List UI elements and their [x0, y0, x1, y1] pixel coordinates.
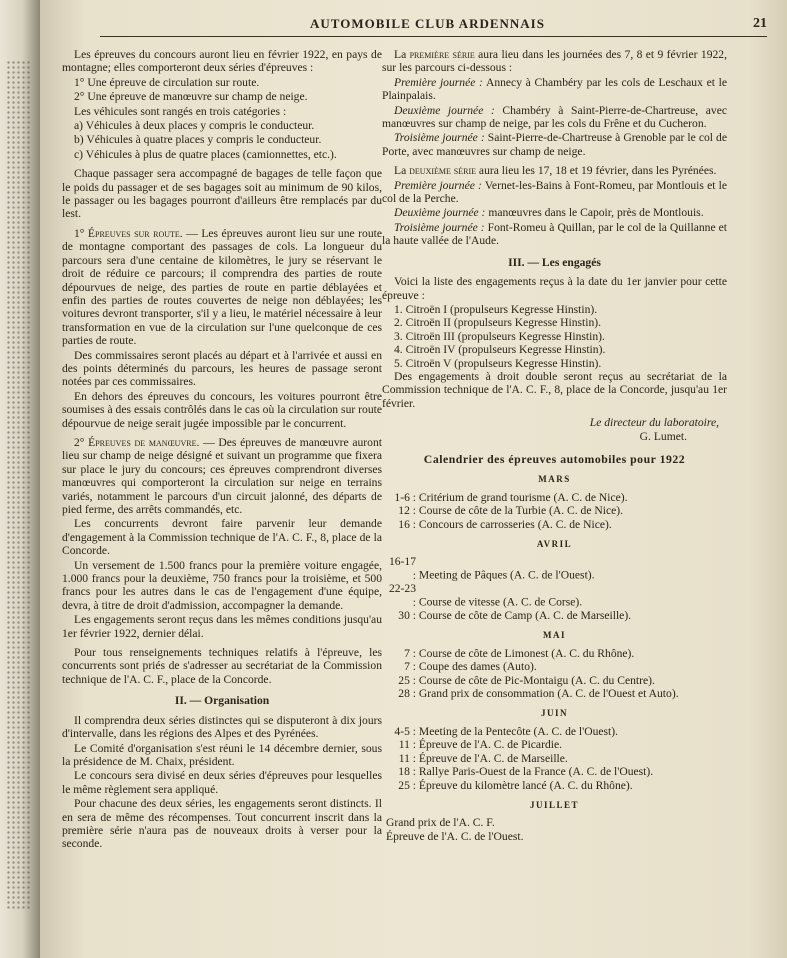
paragraph: Il comprendra deux séries distinctes qui se disputeront à dix jours d'intervalle, dans les régions des Alpes et des Pyrénées.	[62, 713, 382, 741]
book-binding	[0, 0, 40, 958]
event-text: Rallye Paris-Ouest de la France (A. C. de l'Ouest).	[418, 765, 654, 779]
text: manœuvres dans le Capoir, près de Montlouis.	[485, 206, 704, 220]
calendar-event	[382, 660, 727, 673]
section-title: III. — Les engagés	[508, 255, 601, 269]
event-date: 7 :	[404, 646, 416, 660]
event-text: Épreuve de l'A. C. de Marseille.	[418, 751, 568, 765]
calendar-event	[382, 687, 727, 700]
paragraph: a) Véhicules à deux places y compris le conducteur.	[74, 119, 315, 133]
paragraph: 2° Une épreuve de manœuvre sur champ de neige.	[74, 90, 308, 104]
event-date: 25 :	[398, 673, 416, 687]
day-label: Première journée :	[394, 75, 483, 89]
event-date: 22-23 :	[388, 582, 416, 609]
text: deuxième série	[409, 164, 477, 178]
paragraph	[382, 179, 727, 206]
calendar-event	[382, 491, 727, 504]
day-label: Troisième journée :	[394, 220, 485, 234]
event-text: Critérium de grand tourisme (A. C. de Nice).	[418, 490, 628, 504]
event-text: Épreuve du kilomètre lancé (A. C. du Rhône).	[418, 778, 633, 792]
page-number: 21	[753, 16, 767, 31]
event-date: 16-17 :	[388, 555, 416, 582]
paragraph: 1° Une épreuve de circulation sur route.	[74, 75, 260, 89]
calendar-title: Calendrier des épreuves automobiles pour 1922	[423, 451, 686, 466]
paragraph: Un versement de 1.500 francs pour la première voiture engagée, 1.000 francs pour la deuxième, 750 francs pour la troisième, et 500 francs pour les autres dans le cas de l'engagement d'une équipe, devra, à titre de droit d'admission, accompagner la demande.	[62, 558, 382, 612]
paragraph: Voici la liste des engagements reçus à la date du 1er janvier pour cette épreuve :	[382, 275, 727, 302]
list-item: 2. Citroën II (propulseurs Kegresse Hinstin).	[394, 316, 602, 330]
right-column	[382, 48, 727, 843]
paragraph: Pour tous renseignements techniques relatifs à l'épreuve, les concurrents sont priés de s'adresser au secrétariat de la Commission technique de l'A. C. F., place de la Concorde.	[62, 646, 382, 686]
text: aura lieu dans les journées des 7, 8 et 9 février 1922, sur les parcours ci-dessous :	[382, 48, 727, 75]
list-item: 3. Citroën III (propulseurs Kegresse Hinstin).	[394, 329, 605, 343]
event-text: Course de côte de Limonest (A. C. du Rhône).	[418, 646, 635, 660]
signature-name: G. Lumet.	[639, 429, 687, 443]
subheading: 2° Épreuves de manœuvre.	[74, 435, 200, 449]
text: Font-Romeu à Quillan, par le col de la Quillanne et la haute vallée de l'Aude.	[382, 220, 727, 248]
day-label: Deuxième journée :	[394, 103, 495, 117]
paragraph-text: — Les épreuves auront lieu sur une route de montagne comportant des passages de cols. La longueur du parcours sera d'une centaine de kilomètres, le jury se réservant le droit de réduire ce parcours; il comprendra des parties de route dépourvues de neige, des parties de route en partie déblayées et enfin des parties de routes couvertes de neige non déblayées; les voitures devront transporter, s'il y a lieu, le matériel nécessaire à leur transformation en vue de la circulation sur l'une quelconque de ces parties de route.	[62, 226, 382, 348]
month-heading: AVRIL	[536, 539, 573, 549]
paragraph: Le concours sera divisé en deux séries d'épreuves pour lesquelles le même règlement sera appliqué.	[62, 769, 382, 796]
event-text: Coupe des dames (Auto).	[418, 660, 537, 674]
event-date: 16 :	[398, 517, 416, 531]
paragraph: Pour chacune des deux séries, les engagements seront distincts. Il en sera de même des récompenses. Tout concurrent inscrit dans la première série n'aura pas de nouveaux droits à verser pour la seconde.	[62, 797, 382, 851]
event-date: 1-6 :	[394, 490, 416, 504]
calendar-event: Grand prix de l'A. C. F.	[386, 816, 495, 830]
paragraph	[382, 48, 727, 75]
paragraph-text: — Des épreuves de manœuvre auront lieu sur champ de neige désigné et suivant un programme que fixera sur place le jury du concours; ces épreuves comprendront diverses manœuvres qui comporteront la circulation sur neige en terrains variés, notamment le parcours d'un circuit jalonné, des départs de pied ferme, des arrêts commandés, etc.	[62, 435, 382, 516]
text: Vernet-les-Bains à Font-Romeu, par Montlouis et le col de la Perche.	[382, 178, 727, 206]
paragraph: En dehors des épreuves du concours, les voitures pourront être soumises à des essais contrôlés dans le cas où la circulation sur route dépourvue de neige serait jugée impossible par le concurrent.	[62, 389, 382, 430]
calendar-event: Épreuve de l'A. C. de l'Ouest.	[386, 829, 524, 843]
paragraph: c) Véhicules à plus de quatre places (camionnettes, etc.).	[74, 147, 337, 161]
paragraph	[382, 131, 727, 158]
paragraph: Chaque passager sera accompagné de bagages de telle façon que le poids du passager et de ses bagages soit au minimum de 90 kilos, le passager ou les bagages pourront d'ailleurs être remplacés par du lest.	[62, 167, 382, 221]
subheading: 1° Épreuves sur route.	[74, 226, 183, 240]
paragraph	[62, 227, 382, 348]
calendar-event	[382, 518, 727, 531]
day-label: Deuxième journée :	[394, 206, 486, 220]
left-column	[62, 48, 382, 852]
month-heading: JUIN	[540, 708, 568, 719]
event-text: Épreuve de l'A. C. de Picardie.	[418, 738, 563, 752]
paragraph	[62, 436, 382, 516]
day-label: Première journée :	[394, 178, 482, 192]
section-title: II. — Organisation	[174, 694, 270, 708]
calendar-event	[382, 555, 727, 582]
paragraph: Les concurrents devront faire parvenir leur demande d'engagement à la Commission technique de l'A. C. F., 8, place de la Concorde.	[62, 517, 382, 558]
event-date: 18 :	[398, 765, 416, 779]
event-date: 11 :	[398, 738, 416, 752]
event-date: 4-5 :	[394, 724, 416, 738]
paragraph	[382, 104, 727, 131]
binding-pattern	[6, 60, 32, 910]
paragraph: Les épreuves du concours auront lieu en février 1922, en pays de montagne; elles comporteront deux séries d'épreuves :	[62, 48, 382, 75]
paragraph: Les engagements seront reçus dans les mêmes conditions jusqu'au 1er février 1922, dernier délai.	[62, 613, 382, 640]
signature-role: Le directeur du laboratoire,	[589, 416, 719, 430]
paragraph	[382, 76, 727, 103]
paragraph: Les véhicules sont rangés en trois catégories :	[74, 104, 287, 118]
event-date: 25 :	[398, 778, 416, 792]
calendar-event	[382, 582, 727, 609]
event-text: Meeting de Pâques (A. C. de l'Ouest).	[418, 568, 595, 582]
text: première série	[409, 48, 475, 61]
month-heading: JUILLET	[529, 799, 579, 810]
event-date: 28 :	[398, 687, 416, 701]
event-text: Course de côte de Pic-Montaigu (A. C. du Centre).	[418, 673, 655, 687]
calendar-event	[382, 504, 727, 517]
text: aura lieu les 17, 18 et 19 février, dans les Pyrénées.	[476, 164, 717, 178]
list-item: 1. Citroën I (propulseurs Kegresse Hinstin).	[394, 302, 598, 316]
calendar-event	[382, 765, 727, 778]
running-header	[100, 14, 767, 37]
list-item: 4. Citroën IV (propulseurs Kegresse Hinstin).	[394, 343, 606, 357]
paragraph	[382, 221, 727, 248]
calendar-event	[382, 609, 727, 622]
text: Annecy à Chambéry par les cols de Leschaux et le Plainpalais.	[382, 75, 727, 103]
paragraph: b) Véhicules à quatre places y compris le conducteur.	[74, 133, 322, 147]
calendar-event	[382, 738, 727, 751]
event-date: 11 :	[398, 751, 416, 765]
paragraph	[382, 164, 727, 177]
list-item: 5. Citroën V (propulseurs Kegresse Hinstin).	[394, 356, 602, 370]
text: Chambéry à Saint-Pierre-de-Chartreuse, avec manœuvres sur champ de neige, par les cols du Frêne et du Cucheron.	[382, 103, 727, 131]
event-date: 12 :	[398, 504, 416, 518]
calendar-event	[382, 647, 727, 660]
event-date: 7 :	[404, 660, 416, 674]
text: La	[394, 48, 410, 61]
calendar-event	[382, 752, 727, 765]
day-label: Troisième journée :	[394, 131, 485, 145]
event-text: Grand prix de consommation (A. C. de l'Ouest et Auto).	[418, 687, 679, 701]
event-text: Concours de carrosseries (A. C. de Nice).	[418, 517, 612, 531]
event-text: Course de côte de Camp (A. C. de Marseille).	[418, 609, 632, 623]
calendar-event	[382, 674, 727, 687]
calendar-event	[382, 779, 727, 792]
header-title: AUTOMOBILE CLUB ARDENNAIS	[310, 16, 545, 31]
event-text: Course de vitesse (A. C. de Corse).	[418, 595, 583, 609]
event-text: Meeting de la Pentecôte (A. C. de l'Ouest).	[418, 724, 619, 738]
paragraph	[382, 206, 727, 219]
paragraph: Le Comité d'organisation s'est réuni le 14 décembre dernier, sous la présidence de M. Chaix, président.	[62, 741, 382, 768]
month-heading: MAI	[543, 630, 566, 641]
event-date: 30 :	[398, 609, 416, 623]
calendar-event	[382, 725, 727, 738]
event-text: Course de côte de la Turbie (A. C. de Nice).	[418, 504, 624, 518]
text: La	[394, 164, 410, 178]
paragraph: Des commissaires seront placés au départ et à l'arrivée et aussi en des points déterminés du parcours, les heures de passage seront notées par ces commissaires.	[62, 348, 382, 389]
paragraph: Des engagements à droit double seront reçus au secrétariat de la Commission technique de l'A. C. F., 8, place de la Concorde, jusqu'au 1er février.	[382, 369, 727, 410]
text: Saint-Pierre-de-Chartreuse à Grenoble par le col de Porte, avec manœuvres sur champ de neige.	[382, 131, 727, 158]
month-heading: MARS	[538, 474, 571, 485]
